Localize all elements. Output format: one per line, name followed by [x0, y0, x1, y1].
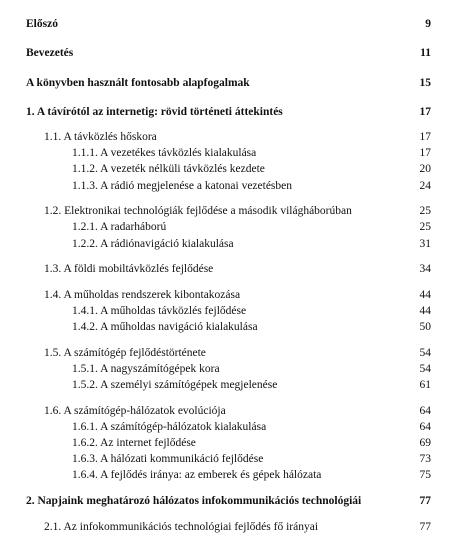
toc-entry-title: 1. A távírótól az internetig: rövid történeti áttekintés — [26, 106, 283, 118]
toc-entry-page: 25 — [419, 221, 431, 233]
toc-entry-title: 1.4.1. A műholdas távközlés fejlődése — [72, 305, 247, 317]
toc-entry-title: 1.1.3. A rádió megjelenése a katonai vezetésben — [72, 180, 293, 192]
toc-entry-title: 1.4.2. A műholdas navigáció kialakulása — [72, 321, 258, 333]
toc-entry-title: 1.6.3. A hálózati kommunikáció fejlődése — [72, 453, 264, 465]
toc-entry-title: Bevezetés — [26, 47, 74, 59]
toc-entry-page: 9 — [425, 18, 431, 30]
toc-entry-1-1 — [44, 129, 431, 145]
toc-entry-title: 1.6.2. Az internet fejlődése — [72, 437, 196, 449]
toc-entry-title: 1.6. A számítógép-hálózatok evolúciója — [44, 405, 226, 417]
toc-entry-page: 64 — [419, 405, 431, 417]
toc-entry-title: 1.6.1. A számítógép-hálózatok kialakulása — [72, 421, 267, 433]
toc-entry-1-1-3 — [72, 178, 431, 194]
toc-entry-1-2-1 — [72, 219, 431, 235]
toc-entry-1-3 — [44, 261, 431, 277]
toc-entry-title: A könyvben használt fontosabb alapfogalmak — [26, 77, 250, 89]
toc-entry-title: 1.2.2. A rádiónavigáció kialakulása — [72, 238, 234, 250]
toc-entry-title: 1.5. A számítógép fejlődéstörténete — [44, 347, 206, 359]
toc-entry-1-4-1 — [72, 303, 431, 319]
toc-entry-1-6-1 — [72, 419, 431, 435]
toc-entry-1-5-2 — [72, 377, 431, 393]
toc-entry-title: 2. Napjaink meghatározó hálózatos infokommunikációs technológiái — [26, 495, 362, 507]
toc-entry-page: 17 — [419, 147, 431, 159]
toc-entry-chapter-2 — [26, 493, 431, 509]
toc-entry-title: 1.2. Elektronikai technológiák fejlődése a második világháborúban — [44, 205, 352, 217]
toc-entry-2-1 — [44, 519, 431, 535]
toc-entry-title: 1.5.1. A nagyszámítógépek kora — [72, 363, 220, 375]
toc-entry-page: 24 — [419, 180, 431, 192]
toc-entry-title: 2.1. Az infokommunikációs technológiai fejlődés fő irányai — [44, 521, 319, 533]
toc-entry-1-6-2 — [72, 435, 431, 451]
toc-entry-title: 1.6.4. A fejlődés iránya: az emberek és gépek hálózata — [72, 469, 322, 481]
toc-entry-page: 44 — [419, 289, 431, 301]
toc-entry-page: 50 — [419, 321, 431, 333]
toc-entry-1-1-1 — [72, 145, 431, 161]
toc-entry-page: 77 — [419, 521, 431, 533]
toc-entry-page: 73 — [419, 453, 431, 465]
toc-entry-1-5-1 — [72, 361, 431, 377]
toc-entry-page: 34 — [419, 263, 431, 275]
toc-entry-1-4-2 — [72, 319, 431, 335]
toc-entry-title: 1.1. A távközlés hőskora — [44, 131, 157, 143]
toc-entry-alapfogalmak — [26, 75, 431, 91]
toc-entry-page: 61 — [419, 379, 431, 391]
toc-entry-page: 54 — [419, 347, 431, 359]
toc-entry-page: 25 — [419, 205, 431, 217]
toc-entry-page: 15 — [419, 77, 431, 89]
toc-entry-1-2 — [44, 203, 431, 219]
toc-entry-1-6-3 — [72, 451, 431, 467]
toc-entry-page: 77 — [419, 495, 431, 507]
toc-entry-1-5 — [44, 345, 431, 361]
toc-entry-1-6 — [44, 403, 431, 419]
toc-entry-title: Előszó — [26, 18, 58, 30]
toc-entry-1-4 — [44, 287, 431, 303]
toc-entry-page: 75 — [419, 469, 431, 481]
toc-entry-1-6-4 — [72, 467, 431, 483]
toc-entry-title: 1.1.1. A vezetékes távközlés kialakulása — [72, 147, 257, 159]
toc-entry-title: 1.4. A műholdas rendszerek kibontakozása — [44, 289, 241, 301]
toc-entry-eloszo — [26, 16, 431, 32]
toc-entry-title: 1.2.1. A radarháború — [72, 221, 167, 233]
toc-entry-title: 1.1.2. A vezeték nélküli távközlés kezdete — [72, 163, 265, 175]
toc-entry-page: 54 — [419, 363, 431, 375]
toc-entry-page: 20 — [419, 163, 431, 175]
toc-entry-page: 64 — [419, 421, 431, 433]
toc-entry-title: 1.3. A földi mobiltávközlés fejlődése — [44, 263, 214, 275]
toc-entry-1-1-2 — [72, 161, 431, 177]
toc-entry-page: 17 — [419, 106, 431, 118]
toc-entry-title: 1.5.2. A személyi számítógépek megjelenése — [72, 379, 278, 391]
toc-entry-page: 69 — [419, 437, 431, 449]
toc-entry-1-2-2 — [72, 236, 431, 252]
toc-entry-page: 31 — [419, 238, 431, 250]
toc-entry-page: 17 — [419, 131, 431, 143]
toc-entry-page: 44 — [419, 305, 431, 317]
toc-entry-bevezetes — [26, 45, 431, 61]
toc-entry-page: 11 — [420, 47, 431, 59]
toc-entry-chapter-1 — [26, 104, 431, 120]
